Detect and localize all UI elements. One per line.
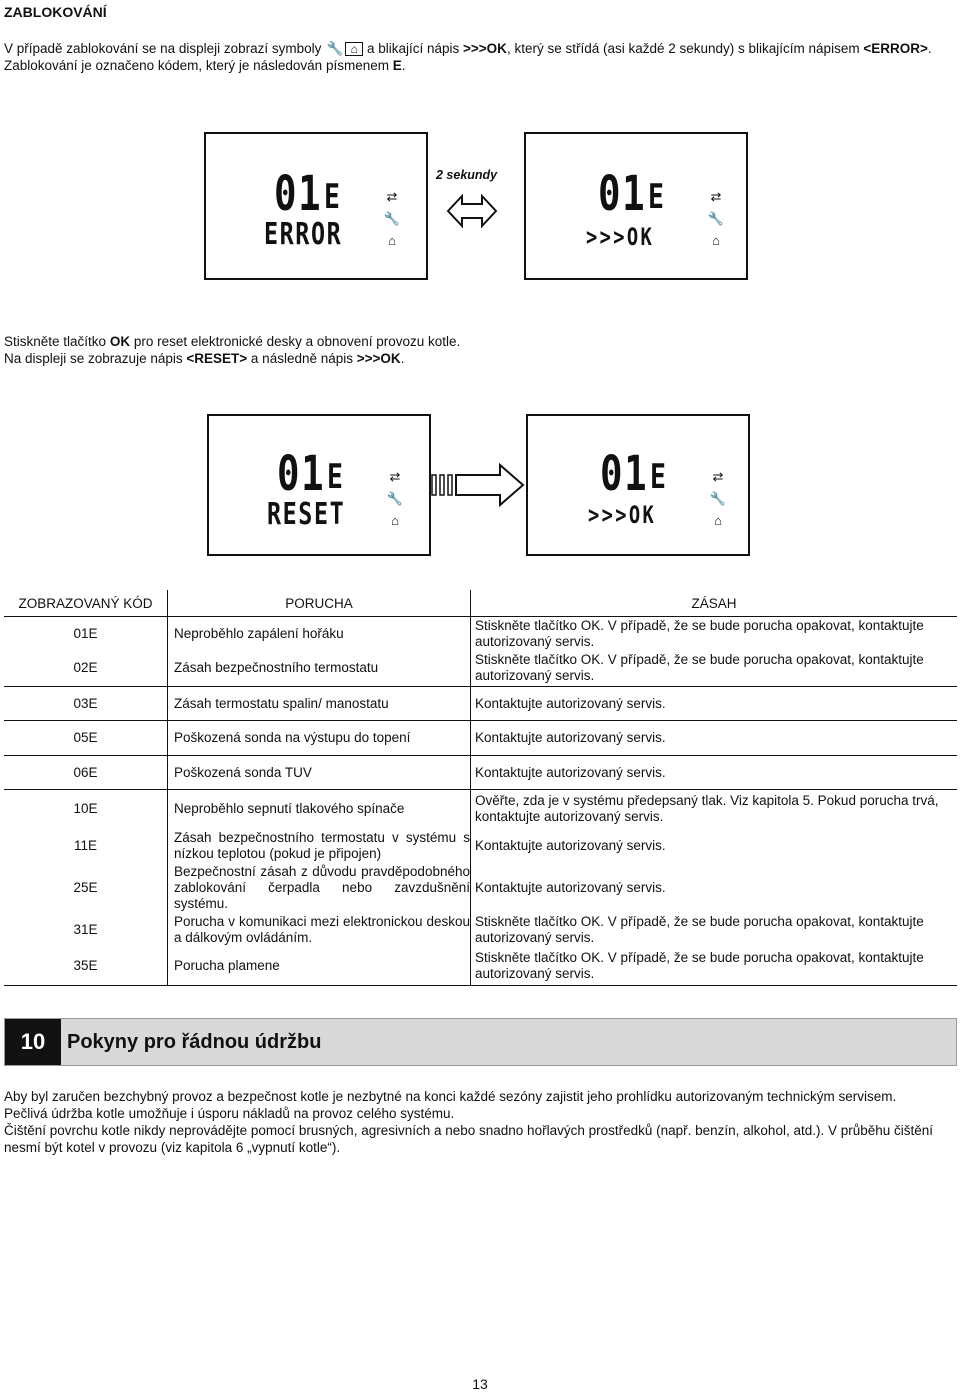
display-code: 01 — [598, 166, 647, 222]
double-arrow-icon — [446, 192, 498, 230]
error-code-table — [4, 590, 957, 986]
ok-label: >>>OK — [463, 41, 507, 56]
row-fault: Porucha v komunikaci mezi elektronickou deskou a dálkovým ovládáním. — [168, 912, 471, 948]
row-code: 31E — [4, 912, 168, 948]
display-icons — [708, 466, 728, 532]
intro-text: V případě zablokování se na displeji zobrazí symboly — [4, 41, 322, 56]
row-code: 01E — [4, 617, 168, 651]
row-action: Stiskněte tlačítko OK. V případě, že se bude porucha opakovat, kontaktujte autorizovaný servis. — [475, 617, 924, 649]
intro-text: Zablokování je označeno kódem, který je následován písmenem — [4, 58, 389, 73]
maintenance-text — [4, 1088, 954, 1156]
error-label: <ERROR> — [863, 41, 928, 56]
display-code: 01 — [277, 446, 326, 502]
ok-label: >>>OK — [356, 351, 401, 366]
table-row — [4, 687, 957, 721]
paragraph: Pečlivá údržba kotle umožňuje i úsporu nákladů na provoz celého systému. — [4, 1106, 455, 1121]
row-action: Stiskněte tlačítko OK. V případě, že se bude porucha opakovat, kontaktujte autorizovaný servis. — [471, 651, 958, 687]
flow-icon: ⇄ — [712, 469, 724, 484]
page-number: 13 — [472, 1376, 488, 1392]
e-label: E — [392, 58, 402, 73]
display-code: 01 — [600, 446, 649, 502]
row-fault: Zásah bezpečnostního termostatu — [168, 651, 471, 687]
display-text: >>>OK — [586, 223, 655, 251]
flow-icon: ⇄ — [386, 189, 398, 204]
display-reset — [207, 414, 431, 556]
row-code: 02E — [4, 651, 168, 687]
intro-text: , který se střídá (asi každé 2 sekundy) s blikajícím nápisem — [506, 41, 860, 56]
reset-text: Stiskněte tlačítko — [4, 334, 107, 349]
row-code: 05E — [4, 721, 168, 756]
wrench-icon: 🔧 — [707, 211, 725, 226]
row-code: 25E — [4, 864, 168, 912]
display-ok-2 — [526, 414, 750, 556]
table-row — [4, 790, 957, 828]
row-action: Ověřte, zda je v systému předepsaný tlak. Viz kapitola 5. Pokud porucha trvá, kontaktujte autorizovaný servis. — [475, 792, 939, 824]
table-row — [4, 756, 957, 790]
table-row — [4, 864, 957, 912]
table-row — [4, 912, 957, 948]
paragraph: Čištění povrchu kotle nikdy neprovádějte pomocí brusných, agresivních a nebo snadno hořlavých prostředků (např. benzín, alkohol, atd.). V průběhu čištění nesmí být kotel v provozu (viz kapitola 6 „vypnutí kotle“). — [4, 1123, 934, 1155]
right-arrow-icon — [430, 462, 526, 508]
header-action: ZÁSAH — [471, 590, 958, 617]
intro-text: . — [401, 58, 406, 73]
table-header-row — [4, 590, 957, 617]
display-letter: E — [648, 177, 666, 217]
ok-label: OK — [109, 334, 131, 349]
reset-label: <RESET> — [186, 351, 248, 366]
header-fault: PORUCHA — [168, 590, 471, 617]
header-code: ZOBRAZOVANÝ KÓD — [4, 590, 168, 617]
wrench-icon: 🔧 — [326, 41, 344, 56]
row-fault: Neproběhlo sepnutí tlakového spínače — [168, 790, 471, 828]
row-fault: Zásah termostatu spalin/ manostatu — [168, 687, 471, 721]
table-row — [4, 617, 957, 651]
display-text: RESET — [267, 497, 346, 532]
reset-text: a následně nápis — [250, 351, 354, 366]
row-code: 06E — [4, 756, 168, 790]
paragraph: Aby byl zaručen bezchybný provoz a bezpečnost kotle je nezbytné na konci každé sezóny zajistit jeho prohlídku autorizovaným technickým servisem. — [4, 1089, 897, 1104]
wrench-icon: 🔧 — [383, 211, 401, 226]
display-ok — [524, 132, 748, 280]
row-fault: Poškozená sonda na výstupu do topení — [168, 721, 471, 756]
house-icon: ⌂ — [712, 233, 720, 248]
two-seconds-caption: 2 sekundy — [436, 168, 498, 182]
display-letter: E — [327, 457, 345, 497]
display-icons — [706, 186, 726, 252]
display-letter: E — [650, 457, 668, 497]
display-text: ERROR — [264, 217, 343, 252]
reset-line-1 — [4, 333, 460, 350]
row-action: Kontaktujte autorizovaný servis. — [471, 721, 958, 756]
wrench-icon: 🔧 — [709, 491, 727, 506]
row-action: Stiskněte tlačítko OK. V případě, že se bude porucha opakovat, kontaktujte autorizovaný servis. — [475, 913, 924, 945]
display-error — [204, 132, 428, 280]
section-10-header — [4, 1018, 957, 1066]
display-icons — [385, 466, 405, 532]
intro-text: a blikající nápis — [366, 41, 460, 56]
table-row — [4, 651, 957, 687]
section-heading: Pokyny pro řádnou údržbu — [67, 1031, 322, 1053]
row-fault: Neproběhlo zapálení hořáku — [168, 617, 471, 651]
row-action: Kontaktujte autorizovaný servis. — [471, 687, 958, 721]
reset-line-2 — [4, 350, 404, 367]
intro-line-1 — [4, 40, 932, 57]
display-code: 01 — [274, 166, 323, 222]
row-fault: Bezpečnostní zásah z důvodu pravděpodobného zablokování čerpadla nebo zavzdušnění systému. — [168, 864, 471, 912]
intro-line-2 — [4, 57, 406, 74]
flow-icon: ⇄ — [710, 189, 722, 204]
row-action: Kontaktujte autorizovaný servis. — [475, 879, 666, 895]
row-code: 03E — [4, 687, 168, 721]
row-fault: Zásah bezpečnostního termostatu v systému s nízkou teplotou (pokud je připojen) — [168, 828, 471, 864]
row-fault: Porucha plamene — [168, 948, 471, 986]
house-icon: ⌂ — [345, 42, 363, 56]
house-icon: ⌂ — [714, 513, 722, 528]
row-action: Stiskněte tlačítko OK. V případě, že se bude porucha opakovat, kontaktujte autorizovaný servis. — [471, 948, 958, 986]
reset-text: pro reset elektronické desky a obnovení provozu kotle. — [133, 334, 461, 349]
table-row — [4, 721, 957, 756]
intro-text: . — [927, 41, 932, 56]
section-title: ZABLOKOVÁNÍ — [4, 4, 107, 20]
row-code: 11E — [4, 828, 168, 864]
table-row — [4, 828, 957, 864]
section-number: 10 — [5, 1019, 61, 1065]
row-fault: Poškozená sonda TUV — [168, 756, 471, 790]
row-action: Kontaktujte autorizovaný servis. — [471, 756, 958, 790]
display-letter: E — [324, 177, 342, 217]
house-icon: ⌂ — [388, 233, 396, 248]
wrench-icon: 🔧 — [386, 491, 404, 506]
house-icon: ⌂ — [391, 513, 399, 528]
reset-text: . — [400, 351, 405, 366]
display-icons — [382, 186, 402, 252]
flow-icon: ⇄ — [389, 469, 401, 484]
row-code: 35E — [4, 948, 168, 986]
row-action: Kontaktujte autorizovaný servis. — [475, 837, 666, 853]
display-text: >>>OK — [588, 501, 657, 529]
reset-text: Na displeji se zobrazuje nápis — [4, 351, 183, 366]
row-code: 10E — [4, 790, 168, 828]
table-row — [4, 948, 957, 986]
